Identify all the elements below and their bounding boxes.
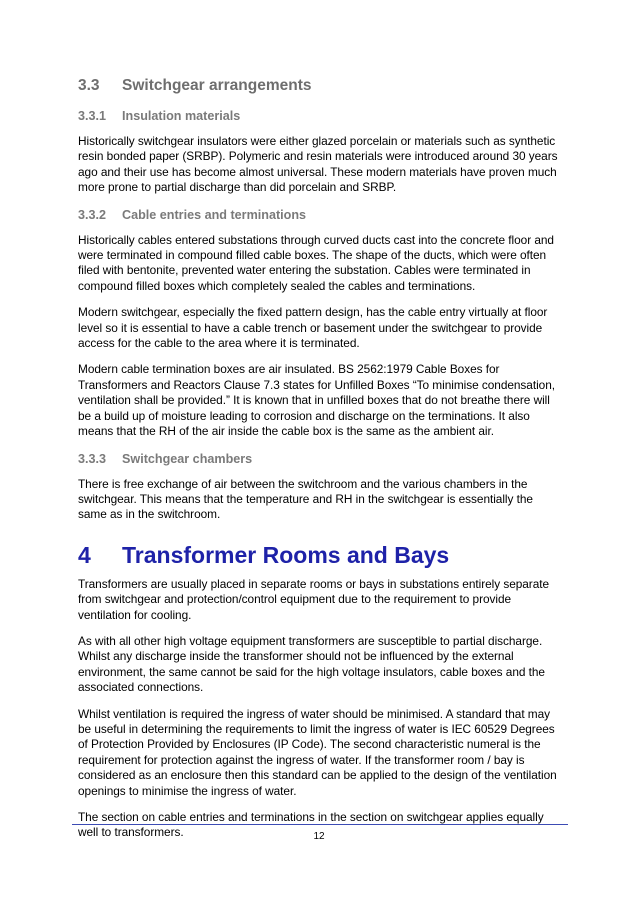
footer-divider: [72, 824, 568, 825]
page-content: [78, 76, 564, 852]
section-title: Switchgear arrangements: [122, 77, 312, 94]
paragraph: Modern switchgear, especially the fixed pattern design, has the cable entry virtually at floor level so it is essential to have a cable trench or basement under the switchgear to provide access for the cable to the area where it is terminated.: [78, 305, 548, 351]
paragraph: Historically switchgear insulators were either glazed porcelain or materials such as synthetic resin bonded paper (SRBP). Polymeric and resin materials were introduced around 30 years ago and their use has become almost universal. These modern materials have proven much more prone to partial discharge than did porcelain and SRBP.: [78, 134, 558, 195]
chapter-title: Transformer Rooms and Bays: [122, 541, 450, 568]
subsection-heading-3-3-2: [78, 207, 564, 223]
subsection-number: 3.3.3: [78, 451, 107, 466]
subsection-title: Switchgear chambers: [122, 451, 253, 466]
chapter-heading-4: [78, 541, 564, 569]
paragraph: Whilst ventilation is required the ingress of water should be minimised. A standard that may be useful in determining the requirements to limit the ingress of water is IEC 60529 Degrees of Protection Provided by Enclosures (IP Code). The second characteristic numeral is the requirement for protection against the ingress of water. If the transformer room / bay is considered as an enclosure then this standard can be applied to the design of the ventilation openings to minimise the ingress of water.: [78, 706, 557, 798]
section-number: 3.3: [78, 77, 100, 94]
section-heading-3-3: [78, 76, 564, 96]
paragraph: Historically cables entered substations through curved ducts cast into the concrete floor and were terminated in compound filled cable boxes. The shape of the ducts, which were often filed with bentonite, prevented water entering the substation. Cables were terminated in compound filled boxes which completely sealed the cables and terminations.: [78, 232, 554, 293]
paragraph: As with all other high voltage equipment transformers are susceptible to partial discharge. Whilst any discharge inside the transformer should not be influenced by the external environment, the same cannot be said for the high voltage insulators, cable boxes and the associated connections.: [78, 633, 545, 695]
paragraph: Modern cable termination boxes are air insulated. BS 2562:1979 Cable Boxes for Transformers and Reactors Clause 7.3 states for Unfilled Boxes “To minimise condensation, ventilation shall be provided.” It is known that in unfilled boxes that do not breathe there will be a build up of moisture leading to corrosion and discharge on the terminations. It also means that the RH of the air inside the cable box is the same as the ambient air.: [78, 362, 555, 439]
subsection-title: Cable entries and terminations: [122, 207, 307, 222]
paragraph: The section on cable entries and terminations in the section on switchgear applies equally well to transformers.: [78, 810, 544, 840]
page-number: 12: [313, 831, 325, 842]
subsection-number: 3.3.1: [78, 109, 107, 123]
subsection-title: Insulation materials: [122, 109, 241, 123]
paragraph: Transformers are usually placed in separate rooms or bays in substations entirely separate from switchgear and protection/control equipment due to the requirement to provide ventilation for cooling.: [78, 576, 550, 622]
subsection-heading-3-3-1: [78, 108, 564, 124]
subsection-heading-3-3-3: [78, 451, 564, 467]
paragraph: There is free exchange of air between the switchroom and the various chambers in the switchgear. This means that the temperature and RH in the switchgear is essentially the same as in the switchroom.: [78, 476, 533, 522]
subsection-number: 3.3.2: [78, 207, 107, 222]
chapter-number: 4: [78, 541, 91, 568]
